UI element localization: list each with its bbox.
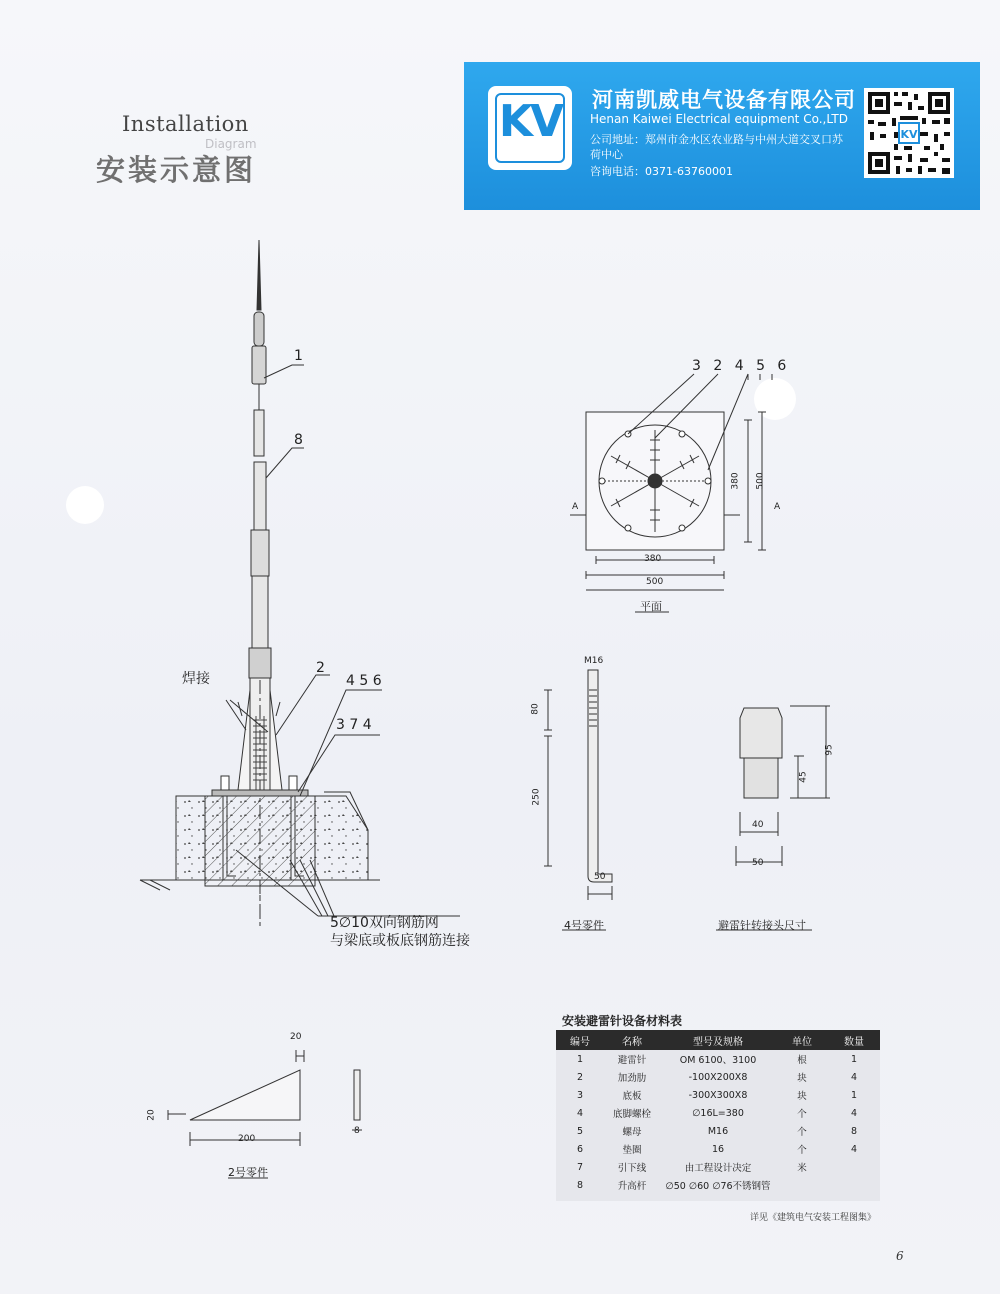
materials-note: 详见《建筑电气安装工程图集》	[750, 1213, 877, 1223]
col-header: 单位	[792, 1036, 812, 1048]
page-number: 6	[896, 1249, 904, 1263]
materials-table-header	[556, 1030, 880, 1050]
plan-callouts: 3 2 4 5 6	[692, 358, 791, 374]
table-row	[556, 1104, 880, 1122]
cell: M16	[707, 1125, 729, 1137]
svg-text:KV: KV	[900, 128, 918, 141]
adapter-caption: 避雷针转接头尺寸	[718, 919, 806, 932]
company-phone: 咨询电话：0371-63760001	[590, 165, 733, 178]
table-row	[556, 1122, 880, 1140]
rebar-note-2: 与梁底或板底钢筋连接	[330, 933, 470, 949]
cell: 个	[797, 1145, 807, 1156]
cell: 4	[576, 1107, 584, 1119]
cell: 升高杆	[617, 1181, 647, 1192]
cell: 16	[711, 1143, 725, 1155]
callout-1: 1	[294, 348, 303, 364]
part4-drawing	[544, 670, 612, 930]
company-name-cn: 河南凯威电气设备有限公司	[592, 88, 856, 112]
cell: 1	[850, 1089, 858, 1101]
col-header: 数量	[844, 1036, 864, 1048]
cell: OM 6100、3100	[679, 1055, 757, 1066]
cell: 螺母	[622, 1127, 642, 1138]
cell: 8	[576, 1179, 584, 1191]
part2-dim-base: 200	[238, 1134, 256, 1144]
cell: 底脚螺栓	[612, 1109, 651, 1120]
adapter-dim-outer: 50	[752, 858, 764, 868]
company-address: 公司地址：郑州市金水区农业路与中州大道交叉口苏荷中心	[590, 133, 843, 161]
cell: 4	[850, 1143, 858, 1155]
part2-dim-left: 20	[146, 1109, 157, 1121]
company-name-en: Henan Kaiwei Electrical equipment Co.,LTD	[590, 112, 848, 126]
part4-thread: M16	[584, 656, 604, 666]
callout-456: 4 5 6	[346, 673, 382, 689]
cell: 引下线	[617, 1163, 647, 1174]
plan-dim-inner: 380	[644, 554, 662, 564]
part4-dim-len: 250	[531, 788, 542, 806]
cell: ∅50 ∅60 ∅76不锈钢管	[665, 1181, 771, 1192]
col-header: 型号及规格	[693, 1036, 743, 1048]
adapter-dim-total: 95	[824, 744, 835, 756]
cell: 1	[850, 1053, 858, 1065]
cell: 6	[576, 1143, 584, 1155]
part4-caption: 4号零件	[564, 919, 604, 932]
cell: 4	[850, 1107, 858, 1119]
cell: -100X200X8	[688, 1071, 748, 1083]
rebar-note-1: 5∅10双向钢筋网	[330, 915, 439, 931]
part2-drawing	[168, 1050, 362, 1178]
adapter-dim-lower: 45	[798, 771, 809, 783]
part4-dim-foot: 50	[594, 872, 606, 882]
logo-text: KV	[498, 96, 562, 147]
header-title-sub: Diagram	[205, 137, 257, 151]
cell: 块	[797, 1091, 807, 1102]
cell: 个	[797, 1109, 807, 1120]
cell: -300X300X8	[688, 1089, 748, 1101]
cell: 块	[797, 1073, 807, 1084]
part2-dim-top: 20	[290, 1032, 302, 1042]
plan-dim-outer: 500	[646, 577, 664, 587]
part2-dim-thick: 8	[354, 1126, 360, 1136]
cell: 米	[797, 1163, 807, 1174]
plan-dim-inner-v: 380	[730, 472, 741, 490]
section-mark-left: A	[572, 502, 579, 512]
col-header: 编号	[570, 1036, 590, 1048]
cell: 根	[797, 1055, 807, 1066]
table-row	[556, 1068, 880, 1086]
cell: 由工程设计决定	[684, 1163, 752, 1174]
cell: 8	[850, 1125, 858, 1137]
cell: 加劲肋	[617, 1073, 647, 1084]
section-mark-right: A	[774, 502, 781, 512]
cell: ∅16L=380	[692, 1107, 744, 1119]
lightning-rod-elevation	[140, 240, 460, 930]
plan-caption: 平面	[640, 600, 662, 613]
plan-dim-outer-v: 500	[755, 472, 766, 490]
cell: 5	[576, 1125, 584, 1137]
cell: 2	[576, 1071, 584, 1083]
plan-view	[570, 374, 772, 612]
callout-8: 8	[294, 432, 303, 448]
cell: 1	[576, 1053, 584, 1065]
cell: 3	[576, 1089, 584, 1101]
callout-2: 2	[316, 660, 325, 676]
table-row	[556, 1086, 880, 1104]
materials-table	[556, 1030, 880, 1201]
cell: 4	[850, 1071, 858, 1083]
part2-caption: 2号零件	[228, 1166, 268, 1179]
table-row	[556, 1176, 880, 1194]
adapter-drawing	[716, 706, 830, 930]
cell: 个	[797, 1127, 807, 1138]
adapter-dim-inner: 40	[752, 820, 764, 830]
table-row	[556, 1158, 880, 1176]
cell: 垫圈	[622, 1145, 642, 1156]
table-row	[556, 1140, 880, 1158]
weld-label: 焊接	[182, 671, 210, 687]
materials-title: 安装避雷针设备材料表	[562, 1014, 683, 1028]
cell: 底板	[622, 1091, 642, 1102]
col-header: 名称	[622, 1036, 642, 1048]
callout-374: 3 7 4	[336, 717, 372, 733]
cell: 避雷针	[617, 1055, 647, 1066]
table-row	[556, 1050, 880, 1068]
cell: 7	[576, 1161, 584, 1173]
header-title-cn: 安装示意图	[96, 153, 257, 187]
part4-dim-top: 80	[530, 703, 541, 715]
header-title-en: Installation	[122, 112, 249, 136]
